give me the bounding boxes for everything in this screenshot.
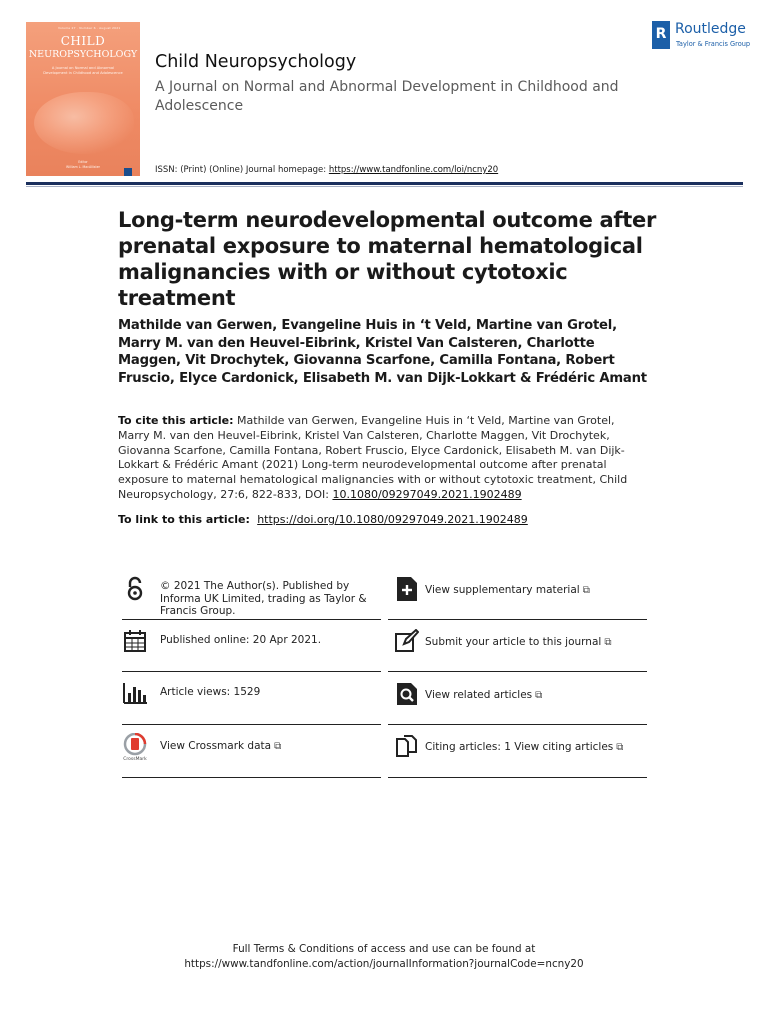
edit-icon — [394, 628, 420, 654]
publisher-logo — [652, 21, 752, 51]
issn-line — [155, 165, 498, 175]
citing-cell[interactable] — [394, 733, 646, 763]
journal-homepage-link[interactable]: https://www.tandfonline.com/loi/ncny20 — [328, 165, 499, 175]
journal-title: Child Neuropsychology — [155, 52, 357, 72]
citing-link[interactable] — [425, 741, 623, 755]
article-title: Long-term neurodevelopmental outcome after prenatal exposure to maternal hematological malignancies with or without cytotoxic treatment — [118, 208, 656, 310]
external-link-icon: ⧉ — [274, 741, 282, 752]
cite-label: To cite this article: — [118, 414, 234, 427]
license-text: © 2021 The Author(s). Published by Informa UK Limited, trading as Taylor & Francis Group. — [160, 580, 367, 617]
citation-block — [118, 414, 638, 503]
views-cell — [122, 680, 382, 710]
cover-subtitle: A Journal on Normal and Abnormal Development in Childhood and Adolescence — [43, 66, 123, 75]
grid-divider — [122, 777, 381, 778]
submit-label: Submit your article to this journal — [425, 636, 602, 648]
related-cell[interactable] — [394, 681, 646, 711]
routledge-mark-icon: R — [652, 21, 670, 49]
publisher-name: Routledge — [675, 21, 746, 37]
cover-issue-line: Volume 27 · Number 6 · August 2021 — [58, 26, 121, 30]
license-cell — [122, 576, 382, 616]
external-link-icon: ⧉ — [604, 637, 612, 648]
cover-editors — [26, 160, 140, 169]
publisher-group: Taylor & Francis Group — [676, 40, 751, 48]
related-link[interactable] — [425, 689, 542, 703]
crossmark-logo-text: CrossMark — [123, 757, 147, 761]
grid-divider — [122, 619, 381, 620]
cover-editor-name: William L. MacAllister — [66, 164, 100, 169]
header-divider — [26, 182, 743, 185]
external-link-icon: ⧉ — [535, 690, 543, 701]
open-access-lock-icon — [122, 576, 148, 602]
cover-title-line2: NEUROPSYCHOLOGY — [28, 49, 138, 60]
grid-divider — [388, 724, 647, 725]
journal-subtitle: A Journal on Normal and Abnormal Development in Childhood and Adolescence — [155, 79, 619, 114]
external-link-icon: ⧉ — [582, 585, 590, 596]
citing-documents-icon — [394, 733, 420, 759]
grid-divider — [388, 619, 647, 620]
article-authors: Mathilde van Gerwen, Evangeline Huis in ‘t Veld, Martine van Grotel, Marry M. van den Heuvel-Eibrink, Kristel Van Calsteren, Charlotte Maggen, Vit Drochytek, Giovanna Scarfone, Camilla Fontana, Robert Fruscio, Elyce Cardonick, Elisabeth M. van Dijk-Lokkart & Frédéric Amant — [118, 318, 647, 386]
crossmark-cell[interactable] — [122, 734, 382, 764]
grid-divider — [388, 671, 647, 672]
citing-label: Citing articles: 1 View citing articles — [425, 741, 614, 753]
terms-url[interactable]: https://www.tandfonline.com/action/journalInformation?journalCode=ncny20 — [184, 958, 584, 970]
cover-title-line1: CHILD — [60, 34, 106, 48]
crossmark-icon — [122, 734, 148, 760]
cite-doi-link[interactable]: 10.1080/09297049.2021.1902489 — [332, 487, 522, 501]
cover-editor-label: Editor — [78, 160, 88, 164]
cover-brain-image — [34, 92, 134, 154]
submit-cell[interactable] — [394, 628, 646, 658]
calendar-icon — [122, 628, 148, 654]
supplementary-cell[interactable] — [394, 576, 646, 606]
published-cell — [122, 628, 382, 658]
issn-prefix: ISSN: (Print) (Online) Journal homepage: — [155, 165, 329, 175]
article-link-line — [118, 513, 638, 526]
bar-chart-icon — [122, 680, 148, 706]
grid-divider — [388, 777, 647, 778]
supplementary-link[interactable] — [425, 584, 590, 598]
journal-cover — [26, 22, 140, 176]
external-link-icon: ⧉ — [616, 742, 624, 753]
add-document-icon — [394, 576, 420, 602]
link-label: To link to this article: — [118, 513, 254, 526]
grid-divider — [122, 724, 381, 725]
supplementary-label: View supplementary material — [425, 584, 580, 596]
crossmark-label: View Crossmark data — [160, 740, 272, 752]
cite-text: Mathilde van Gerwen, Evangeline Huis in ‘t Veld, Martine van Grotel, Marry M. van den Heuvel-Eibrink, Kristel Van Calsteren, Charlotte Maggen, Vit Drochytek, Giovanna Scarfone, Camilla Fontana, Robert Fruscio, Elyce Cardonick, Elisabeth M. van Dijk-Lokkart & Frédéric Amant (2021) Long-term neurodevelopmental outcome after prenatal exposure to maternal hematological malignancies with or without cytotoxic treatment, Child Neuropsychology, 27:6, 822-833, DOI: — [118, 414, 628, 501]
article-doi-link[interactable]: https://doi.org/10.1080/09297049.2021.1902489 — [257, 513, 528, 526]
published-date: Published online: 20 Apr 2021. — [160, 634, 322, 646]
cover-publisher-logo — [124, 168, 132, 176]
grid-divider — [122, 671, 381, 672]
terms-line1: Full Terms & Conditions of access and use can be found at — [232, 943, 536, 955]
submit-link[interactable] — [425, 636, 611, 650]
search-document-icon — [394, 681, 420, 707]
related-label: View related articles — [425, 689, 533, 701]
terms-footer — [0, 942, 768, 972]
article-views: Article views: 1529 — [160, 686, 261, 698]
header-divider-thin — [26, 186, 743, 187]
crossmark-link[interactable] — [160, 740, 281, 754]
